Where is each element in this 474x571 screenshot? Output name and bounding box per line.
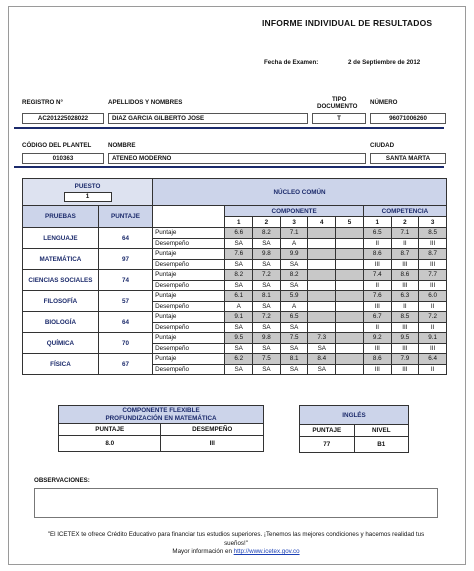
observaciones-box — [34, 488, 438, 518]
componente-puntaje-cell: 6.5 — [280, 312, 308, 323]
componente-desempeno-cell: SA — [253, 259, 281, 270]
flexible-title: COMPONENTE FLEXIBLE — [59, 406, 264, 415]
subject-puntaje-row — [23, 291, 447, 302]
componente-puntaje-cell: 8.1 — [280, 354, 308, 365]
componente-puntaje-cell: 7.5 — [253, 354, 281, 365]
subject-score: 64 — [98, 228, 152, 249]
subject-score: 97 — [98, 249, 152, 270]
row-label-desempeno: Desempeño — [153, 259, 225, 270]
componente-desempeno-cell — [336, 343, 364, 354]
componente-col-number: 2 — [253, 217, 281, 228]
componente-desempeno-cell — [336, 322, 364, 333]
competencia-puntaje-cell: 9.1 — [419, 333, 447, 344]
competencia-desempeno-cell: III — [391, 259, 419, 270]
componente-puntaje-cell — [336, 312, 364, 323]
componente-desempeno-cell — [308, 301, 336, 312]
componente-desempeno-cell: SA — [253, 238, 281, 249]
componente-desempeno-cell: SA — [225, 343, 253, 354]
ciudad-value: SANTA MARTA — [370, 153, 446, 164]
section-divider — [14, 166, 444, 168]
competencia-puntaje-cell: 9.2 — [363, 333, 391, 344]
componente-desempeno-cell: SA — [308, 343, 336, 354]
ingles-puntaje-value: 77 — [300, 437, 355, 453]
componente-desempeno-cell: SA — [280, 343, 308, 354]
componente-puntaje-cell: 7.6 — [225, 249, 253, 260]
componente-puntaje-cell — [308, 312, 336, 323]
footer-line-2: sueños!" — [224, 539, 248, 547]
ingles-nivel-label: NIVEL — [354, 425, 408, 437]
componente-puntaje-cell: 7.2 — [253, 312, 281, 323]
componente-puntaje-cell — [336, 354, 364, 365]
componente-flexible-table — [58, 405, 264, 452]
icetex-link[interactable]: http://www.icetex.gov.co — [233, 548, 300, 555]
componente-desempeno-cell: SA — [280, 322, 308, 333]
row-label-puntaje: Puntaje — [153, 270, 225, 281]
componente-puntaje-cell: 7.1 — [280, 228, 308, 239]
subject-puntaje-row — [23, 249, 447, 260]
componente-puntaje-cell: 7.3 — [308, 333, 336, 344]
subject-score: 57 — [98, 291, 152, 312]
flexible-puntaje-value: 8.0 — [59, 436, 161, 452]
competencia-desempeno-cell: III — [391, 280, 419, 291]
competencia-desempeno-cell: III — [363, 364, 391, 375]
row-label-puntaje: Puntaje — [153, 354, 225, 365]
componente-header: COMPONENTE — [225, 206, 364, 217]
componente-puntaje-cell: 7.5 — [280, 333, 308, 344]
componente-desempeno-cell: A — [280, 301, 308, 312]
componente-desempeno-cell — [336, 301, 364, 312]
subject-name: MATEMÁTICA — [23, 249, 99, 270]
puesto-label: PUESTO — [74, 182, 101, 190]
componente-desempeno-cell: SA — [225, 259, 253, 270]
componente-col-number: 1 — [225, 217, 253, 228]
pruebas-header: PRUEBAS — [23, 206, 99, 228]
subject-name: LENGUAJE — [23, 228, 99, 249]
footer-info-prefix: Mayor información en — [172, 548, 234, 555]
componente-desempeno-cell: SA — [225, 238, 253, 249]
competencia-col-number: 1 — [363, 217, 391, 228]
subject-rows — [23, 228, 447, 375]
componente-puntaje-cell: 6.6 — [225, 228, 253, 239]
competencia-puntaje-cell: 8.7 — [419, 249, 447, 260]
blank-header — [153, 206, 225, 228]
row-label-puntaje: Puntaje — [153, 312, 225, 323]
footer-line-3 — [14, 548, 458, 557]
ciudad-label: CIUDAD — [370, 142, 395, 149]
componente-puntaje-cell — [336, 270, 364, 281]
row-label-desempeno: Desempeño — [153, 343, 225, 354]
competencia-desempeno-cell: II — [419, 301, 447, 312]
componente-desempeno-cell: A — [225, 301, 253, 312]
componente-desempeno-cell: SA — [253, 322, 281, 333]
flexible-subtitle: PROFUNDIZACIÓN EN MATEMÁTICA — [59, 415, 264, 424]
subject-name: FILOSOFÍA — [23, 291, 99, 312]
puntaje-header: PUNTAJE — [98, 206, 152, 228]
competencia-desempeno-cell: II — [419, 322, 447, 333]
competencia-puntaje-cell: 8.6 — [363, 354, 391, 365]
ingles-nivel-value: B1 — [354, 437, 408, 453]
competencia-col-number: 2 — [391, 217, 419, 228]
subject-name: QUÍMICA — [23, 333, 99, 354]
subject-name: FÍSICA — [23, 354, 99, 375]
competencia-desempeno-cell: III — [391, 364, 419, 375]
componente-puntaje-cell: 8.2 — [225, 270, 253, 281]
nombres-value: DIAZ GARCIA GILBERTO JOSE — [108, 113, 308, 124]
flexible-puntaje-label: PUNTAJE — [59, 424, 161, 436]
section-divider — [14, 127, 444, 129]
componente-puntaje-cell: 5.9 — [280, 291, 308, 302]
row-label-desempeno: Desempeño — [153, 301, 225, 312]
componente-puntaje-cell: 6.2 — [225, 354, 253, 365]
competencia-desempeno-cell: III — [419, 343, 447, 354]
codigo-plantel-value: 010363 — [22, 153, 104, 164]
componente-desempeno-cell — [336, 238, 364, 249]
results-table — [22, 178, 447, 375]
competencia-puntaje-cell: 9.5 — [391, 333, 419, 344]
componente-puntaje-cell: 8.4 — [308, 354, 336, 365]
competencia-puntaje-cell: 7.2 — [419, 312, 447, 323]
componente-desempeno-cell — [308, 259, 336, 270]
componente-desempeno-cell: SA — [280, 280, 308, 291]
puesto-cell — [23, 179, 153, 206]
row-label-puntaje: Puntaje — [153, 333, 225, 344]
componente-desempeno-cell: SA — [280, 364, 308, 375]
flexible-desempeno-label: DESEMPEÑO — [161, 424, 264, 436]
componente-puntaje-cell: 9.1 — [225, 312, 253, 323]
componente-desempeno-cell: SA — [253, 280, 281, 291]
competencia-desempeno-cell: II — [363, 322, 391, 333]
competencia-puntaje-cell: 7.4 — [363, 270, 391, 281]
subject-score: 74 — [98, 270, 152, 291]
subject-score: 70 — [98, 333, 152, 354]
nucleo-comun-header: NÚCLEO COMÚN — [153, 179, 447, 206]
competencia-header: COMPETENCIA — [363, 206, 446, 217]
componente-desempeno-cell: SA — [225, 322, 253, 333]
numero-value: 96071006260 — [370, 113, 446, 124]
competencia-puntaje-cell: 7.7 — [419, 270, 447, 281]
competencia-puntaje-cell: 8.5 — [419, 228, 447, 239]
subject-name: CIENCIAS SOCIALES — [23, 270, 99, 291]
ingles-table — [299, 405, 409, 453]
competencia-desempeno-cell: III — [391, 343, 419, 354]
componente-puntaje-cell: 6.1 — [225, 291, 253, 302]
competencia-desempeno-cell: II — [391, 301, 419, 312]
componente-puntaje-cell: 8.2 — [253, 228, 281, 239]
competencia-puntaje-cell: 8.5 — [391, 312, 419, 323]
componente-desempeno-cell: SA — [308, 364, 336, 375]
competencia-desempeno-cell: II — [419, 364, 447, 375]
row-label-puntaje: Puntaje — [153, 249, 225, 260]
competencia-col-number: 3 — [419, 217, 447, 228]
componente-puntaje-cell: 8.2 — [280, 270, 308, 281]
componente-col-number: 3 — [280, 217, 308, 228]
ingles-title: INGLÉS — [300, 406, 409, 425]
competencia-desempeno-cell: II — [363, 238, 391, 249]
puesto-value: 1 — [64, 192, 112, 202]
competencia-desempeno-cell: III — [419, 238, 447, 249]
competencia-desempeno-cell: III — [363, 343, 391, 354]
numero-label: NÚMERO — [370, 99, 398, 106]
competencia-desempeno-cell: III — [391, 322, 419, 333]
row-label-desempeno: Desempeño — [153, 364, 225, 375]
report-title: INFORME INDIVIDUAL DE RESULTADOS — [262, 18, 433, 28]
componente-desempeno-cell: SA — [225, 364, 253, 375]
componente-puntaje-cell — [308, 270, 336, 281]
componente-desempeno-cell: SA — [225, 280, 253, 291]
subject-puntaje-row — [23, 270, 447, 281]
componente-col-number: 4 — [308, 217, 336, 228]
row-label-desempeno: Desempeño — [153, 280, 225, 291]
observaciones-label: OBSERVACIONES: — [34, 477, 90, 484]
componente-puntaje-cell — [336, 291, 364, 302]
competencia-puntaje-cell: 8.7 — [391, 249, 419, 260]
row-label-puntaje: Puntaje — [153, 228, 225, 239]
subject-score: 64 — [98, 312, 152, 333]
componente-desempeno-cell: SA — [253, 343, 281, 354]
footer — [14, 531, 458, 557]
exam-date: 2 de Septiembre de 2012 — [348, 59, 421, 66]
subject-name: BIOLOGÍA — [23, 312, 99, 333]
subject-puntaje-row — [23, 333, 447, 344]
competencia-desempeno-cell: III — [363, 301, 391, 312]
exam-date-label: Fecha de Examen: — [264, 59, 319, 66]
componente-puntaje-cell: 9.8 — [253, 333, 281, 344]
componente-puntaje-cell: 8.1 — [253, 291, 281, 302]
competencia-puntaje-cell: 6.0 — [419, 291, 447, 302]
componente-desempeno-cell — [336, 364, 364, 375]
competencia-desempeno-cell: III — [363, 259, 391, 270]
ingles-puntaje-label: PUNTAJE — [300, 425, 355, 437]
nombres-label: APELLIDOS Y NOMBRES — [108, 99, 183, 106]
componente-desempeno-cell — [336, 259, 364, 270]
competencia-desempeno-cell: II — [363, 280, 391, 291]
tipo-doc-label-1: TIPO — [332, 96, 347, 103]
subject-puntaje-row — [23, 312, 447, 323]
componente-desempeno-cell — [308, 280, 336, 291]
competencia-puntaje-cell: 8.6 — [391, 270, 419, 281]
flexible-desempeno-value: III — [161, 436, 264, 452]
componente-col-number: 5 — [336, 217, 364, 228]
registro-label: REGISTRO N° — [22, 99, 63, 106]
componente-desempeno-cell: A — [280, 238, 308, 249]
competencia-desempeno-cell: III — [419, 280, 447, 291]
componente-puntaje-cell — [308, 291, 336, 302]
codigo-plantel-label: CÓDIGO DEL PLANTEL — [22, 142, 92, 149]
competencia-puntaje-cell: 6.3 — [391, 291, 419, 302]
componente-puntaje-cell — [308, 228, 336, 239]
competencia-puntaje-cell: 6.7 — [363, 312, 391, 323]
componente-desempeno-cell: SA — [280, 259, 308, 270]
registro-value: AC201225028022 — [22, 113, 104, 124]
componente-desempeno-cell — [308, 322, 336, 333]
componente-desempeno-cell — [336, 280, 364, 291]
row-label-puntaje: Puntaje — [153, 291, 225, 302]
subject-puntaje-row — [23, 354, 447, 365]
subject-puntaje-row — [23, 228, 447, 239]
componente-puntaje-cell — [336, 333, 364, 344]
plantel-nombre-label: NOMBRE — [108, 142, 136, 149]
componente-desempeno-cell: SA — [253, 301, 281, 312]
competencia-puntaje-cell: 7.6 — [363, 291, 391, 302]
competencia-puntaje-cell: 6.5 — [363, 228, 391, 239]
competencia-desempeno-cell: II — [391, 238, 419, 249]
componente-puntaje-cell: 9.8 — [253, 249, 281, 260]
competencia-puntaje-cell: 7.1 — [391, 228, 419, 239]
componente-desempeno-cell — [308, 238, 336, 249]
competencia-puntaje-cell: 6.4 — [419, 354, 447, 365]
componente-desempeno-cell: SA — [253, 364, 281, 375]
competencia-puntaje-cell: 8.6 — [363, 249, 391, 260]
componente-puntaje-cell: 7.2 — [253, 270, 281, 281]
componente-puntaje-cell — [336, 228, 364, 239]
subject-score: 67 — [98, 354, 152, 375]
plantel-nombre-value: ATENEO MODERNO — [108, 153, 366, 164]
componente-puntaje-cell: 9.5 — [225, 333, 253, 344]
footer-line-1: "El ICETEX te ofrece Crédito Educativo para financiar tus estudios superiores. ¡Tenemos las mejores condiciones y hacemos realidad tus — [47, 531, 425, 538]
componente-puntaje-cell — [336, 249, 364, 260]
componente-puntaje-cell — [308, 249, 336, 260]
tipo-doc-value: T — [312, 113, 366, 124]
row-label-desempeno: Desempeño — [153, 238, 225, 249]
row-label-desempeno: Desempeño — [153, 322, 225, 333]
componente-puntaje-cell: 9.9 — [280, 249, 308, 260]
tipo-doc-label-2: DOCUMENTO — [317, 103, 358, 110]
competencia-desempeno-cell: III — [419, 259, 447, 270]
competencia-puntaje-cell: 7.9 — [391, 354, 419, 365]
